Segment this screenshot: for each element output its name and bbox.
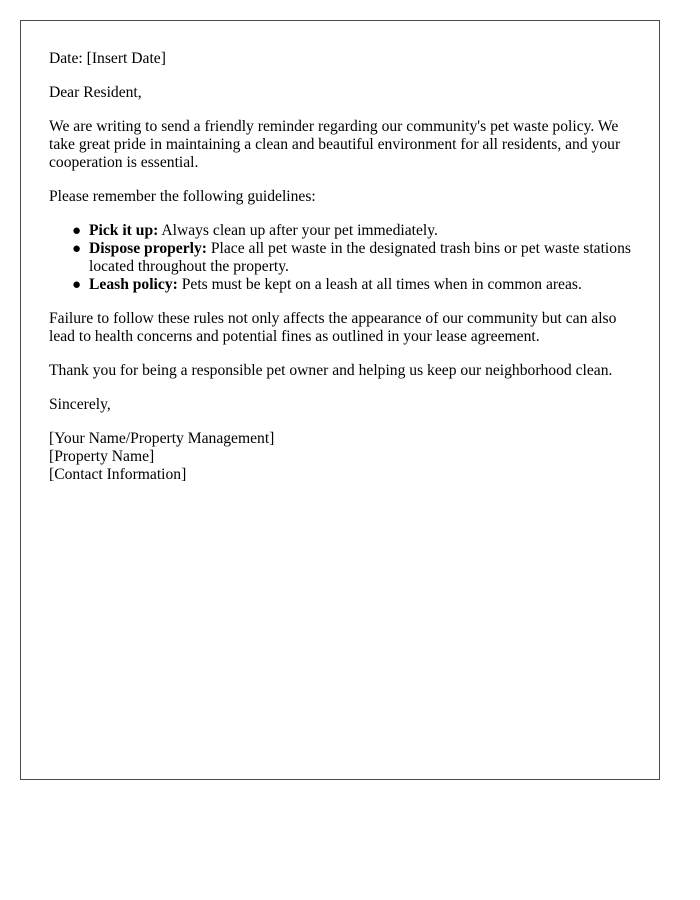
bullet-icon: ● (72, 223, 82, 239)
date-line: Date: [Insert Date] (49, 50, 166, 67)
guideline-item (72, 222, 631, 240)
guideline-text: Pets must be kept on a leash at all times when in common areas. (181, 276, 582, 293)
guidelines-list (49, 222, 631, 294)
letter-page (20, 20, 660, 780)
guideline-title: Dispose properly: (89, 240, 207, 257)
guideline-item (72, 276, 631, 294)
thanks-paragraph: Thank you for being a responsible pet owner and helping us keep our neighborhood clean. (49, 362, 613, 379)
intro-paragraph: We are writing to send a friendly reminder regarding our community's pet waste policy. We take great pride in maintaining a clean and beautiful environment for all residents, and your cooperation is essential. (49, 118, 621, 171)
closing: Sincerely, (49, 396, 111, 413)
guideline-text: Always clean up after your pet immediately. (161, 222, 438, 239)
bullet-icon: ● (72, 277, 82, 293)
salutation: Dear Resident, (49, 84, 142, 101)
warning-paragraph: Failure to follow these rules not only affects the appearance of our community but can also lead to health concerns and potential fines as outlined in your lease agreement. (49, 310, 617, 345)
guideline-text: Place all pet waste in the designated trash bins or pet waste stations located throughout the property. (89, 240, 631, 275)
signature-name: [Your Name/Property Management] (49, 430, 275, 447)
guideline-title: Pick it up: (89, 222, 159, 239)
bullet-icon: ● (72, 241, 82, 257)
guideline-title: Leash policy: (89, 276, 178, 293)
signature-block (49, 430, 631, 484)
signature-contact: [Contact Information] (49, 466, 187, 483)
guideline-item (72, 240, 631, 276)
signature-property: [Property Name] (49, 448, 155, 465)
guidelines-intro: Please remember the following guidelines: (49, 188, 316, 205)
